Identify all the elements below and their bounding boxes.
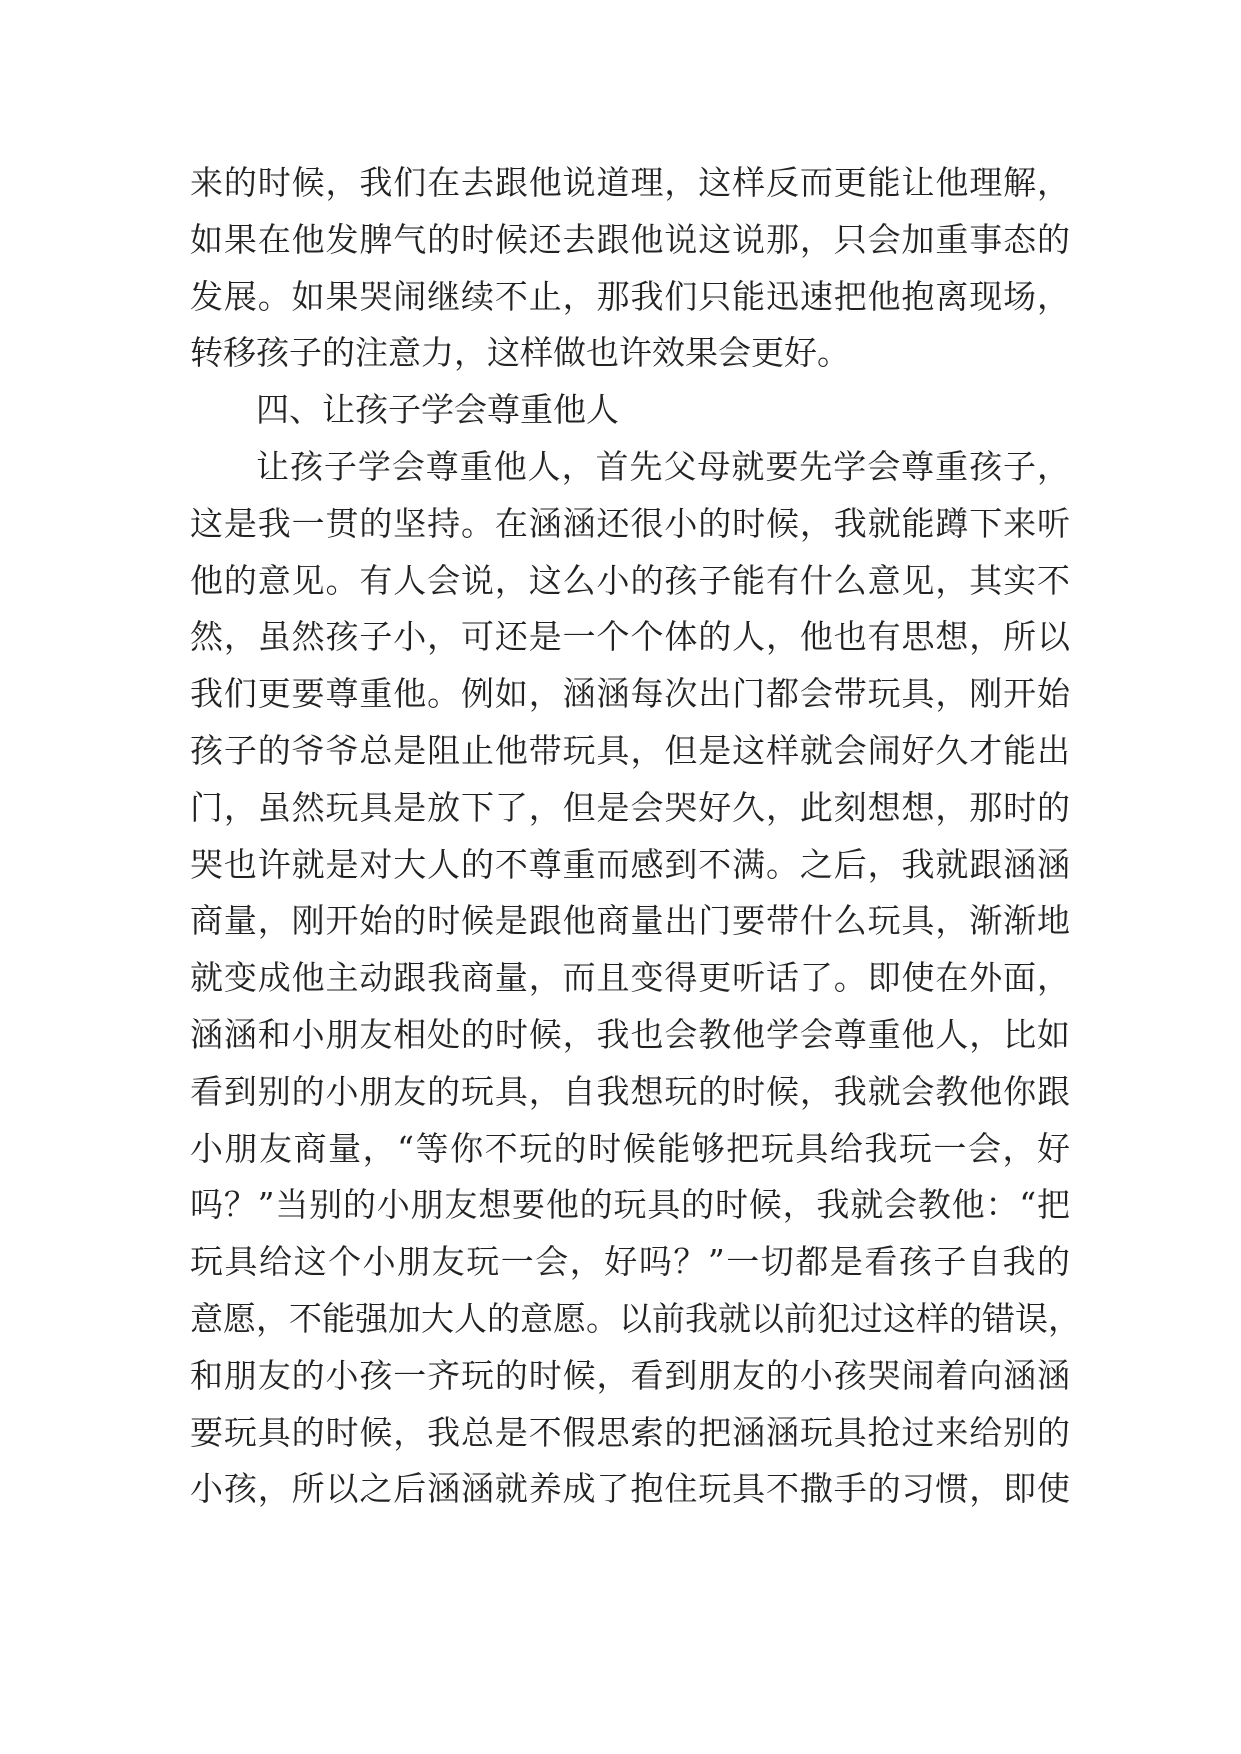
text-line: 看到别的小朋友的玩具，自我想玩的时候，我就会教他你跟	[190, 1071, 1070, 1111]
text-line: 如果在他发脾气的时候还去跟他说这说那，只会加重事态的	[190, 219, 1070, 259]
text-line: 哭也许就是对大人的不尊重而感到不满。之后，我就跟涵涵	[190, 844, 1070, 884]
text-line: 这是我一贯的坚持。在涵涵还很小的时候，我就能蹲下来听	[190, 503, 1070, 543]
text-line: 孩子的爷爷总是阻止他带玩具，但是这样就会闹好久才能出	[190, 730, 1070, 770]
text-line: 来的时候，我们在去跟他说道理，这样反而更能让他理解，	[190, 163, 1070, 202]
body-text	[190, 155, 1081, 1518]
text-line: 涵涵和小朋友相处的时候，我也会教他学会尊重他人，比如	[190, 1014, 1070, 1054]
text-line: 我们更要尊重他。例如，涵涵每次出门都会带玩具，刚开始	[190, 674, 1070, 714]
text-line: 吗？”当别的小朋友想要他的玩具的时候，我就会教他：“把	[190, 1185, 1070, 1225]
text-line: 和朋友的小孩一齐玩的时候，看到朋友的小孩哭闹着向涵涵	[190, 1355, 1070, 1395]
text-line: 然，虽然孩子小，可还是一个个体的人，他也有思想，所以	[190, 617, 1070, 657]
text-line: 发展。如果哭闹继续不止，那我们只能迅速把他抱离现场，	[190, 276, 1070, 316]
section-heading: 四、让孩子学会尊重他人	[256, 390, 619, 430]
text-line: 小朋友商量，“等你不玩的时候能够把玩具给我玩一会，好	[190, 1128, 1070, 1168]
text-line: 意愿，不能强加大人的意愿。以前我就以前犯过这样的错误，	[190, 1298, 1081, 1338]
text-line: 让孩子学会尊重他人，首先父母就要先学会尊重孩子，	[256, 446, 1070, 486]
text-line: 门，虽然玩具是放下了，但是会哭好久，此刻想想，那时的	[190, 787, 1070, 827]
text-line: 小孩，所以之后涵涵就养成了抱住玩具不撒手的习惯，即使	[190, 1469, 1070, 1509]
text-line: 就变成他主动跟我商量，而且变得更听话了。即使在外面，	[190, 958, 1070, 998]
text-line: 商量，刚开始的时候是跟他商量出门要带什么玩具，渐渐地	[190, 901, 1070, 941]
text-line: 转移孩子的注意力，这样做也许效果会更好。	[190, 333, 850, 373]
text-line: 玩具给这个小朋友玩一会，好吗？”一切都是看孩子自我的	[190, 1242, 1070, 1282]
text-line: 他的意见。有人会说，这么小的孩子能有什么意见，其实不	[190, 560, 1070, 600]
text-line: 要玩具的时候，我总是不假思索的把涵涵玩具抢过来给别的	[190, 1412, 1070, 1452]
